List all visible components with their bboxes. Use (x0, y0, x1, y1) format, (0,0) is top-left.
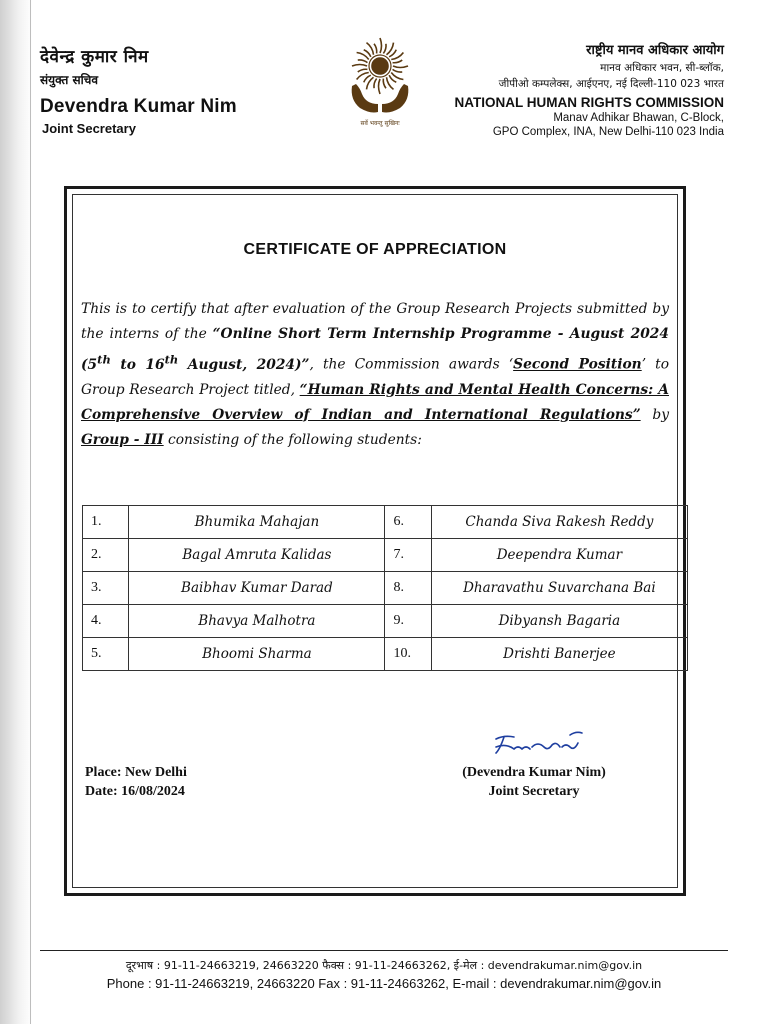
sender-name-hindi: देवेन्द्र कुमार निम (40, 47, 149, 67)
org-name-hindi: राष्ट्रीय मानव अधिकार आयोग (586, 43, 724, 58)
certificate-frame (64, 186, 686, 896)
sender-name: Devendra Kumar Nim (40, 96, 237, 117)
body-awards: , the Commission awards ‘ (309, 356, 514, 373)
student-name: Chanda Siva Rakesh Reddy (431, 506, 687, 539)
sender-title: Joint Secretary (42, 121, 136, 136)
org-address-2: GPO Complex, INA, New Delhi-110 023 India (492, 126, 724, 138)
project-title: “Human Rights and Mental Health Concerns: A Comprehensive Overview of Indian and International Regulations” (81, 381, 669, 423)
student-name: Drishti Banerjee (431, 638, 687, 671)
footer-contact: Phone : 91-11-24663219, 24663220 Fax : 91-11-24663262, E-mail : devendrakumar.nim@gov.in (106, 976, 662, 991)
signatory-title: Joint Secretary (488, 784, 580, 799)
student-name: Bhoomi Sharma (129, 638, 385, 671)
footer-contact-hindi: दूरभाष : 91-11-24663219, 24663220 फैक्स : 91-11-24663262, ई-मेल : devendrakumar.nim@gov.in (125, 959, 643, 972)
student-name: Deependra Kumar (431, 539, 687, 572)
student-number: 5. (83, 638, 129, 671)
table-row (83, 572, 688, 605)
organization-block (424, 40, 724, 138)
nhrc-sun-hands-emblem-icon (344, 36, 416, 128)
group-name: Group - III (81, 431, 164, 448)
handwritten-signature (474, 725, 594, 761)
org-name: NATIONAL HUMAN RIGHTS COMMISSION (454, 95, 724, 110)
table-row (83, 638, 688, 671)
sender-title-hindi: संयुक्त सचिव (40, 73, 99, 87)
student-number: 6. (385, 506, 431, 539)
programme-to: to 16 (110, 356, 165, 373)
place-date-block (85, 763, 187, 801)
table-row (83, 506, 688, 539)
award-position: Second Position (513, 356, 642, 373)
student-number: 1. (83, 506, 129, 539)
body-intro: This is to certify that after evaluation of the Group Research Projects submitted by the interns of the (81, 301, 669, 342)
place: Place: New Delhi (85, 765, 187, 780)
student-name: Baibhav Kumar Darad (129, 572, 385, 605)
student-name: Dharavathu Suvarchana Bai (431, 572, 687, 605)
org-address-hindi-1: मानव अधिकार भवन, सी-ब्लॉक, (600, 62, 724, 74)
certificate-body (81, 297, 669, 453)
signature-block (429, 725, 639, 801)
student-number: 9. (385, 605, 431, 638)
scan-page-edge (0, 0, 32, 1024)
signatory-name: (Devendra Kumar Nim) (462, 765, 606, 780)
programme-title: “Online Short Term Internship Programme - August 2024 (5 (81, 326, 669, 373)
student-number: 4. (83, 605, 129, 638)
emblem-motto: सर्वे भवन्तु सुखिनः (360, 120, 400, 127)
student-name: Dibyansh Bagaria (431, 605, 687, 638)
table-row (83, 539, 688, 572)
student-name: Bhumika Mahajan (129, 506, 385, 539)
body-project-intro: ’ to Group Research Project titled, (81, 356, 670, 398)
certificate-title: CERTIFICATE OF APPRECIATION (243, 241, 507, 258)
students-table (82, 505, 688, 671)
org-address-hindi-2: जीपीओ कम्पलेक्स, आईएनए, नई दिल्ली-110 023 भारत (498, 78, 724, 90)
student-number: 8. (385, 572, 431, 605)
student-number: 10. (385, 638, 431, 671)
org-address-1: Manav Adhikar Bhawan, C-Block, (553, 112, 724, 124)
footer-divider (40, 950, 728, 951)
student-number: 2. (83, 539, 129, 572)
ordinal-suffix-2: th (164, 352, 179, 366)
student-number: 3. (83, 572, 129, 605)
table-row (83, 605, 688, 638)
date: Date: 16/08/2024 (85, 784, 185, 799)
sender-block (40, 44, 237, 136)
body-by: by (640, 406, 669, 423)
scan-page-fold (30, 0, 31, 1024)
body-closing: consisting of the following students: (163, 431, 422, 448)
programme-dates-end: August, 2024)” (178, 356, 310, 373)
student-number: 7. (385, 539, 431, 572)
ordinal-suffix-1: th (97, 352, 111, 366)
student-name: Bhavya Malhotra (129, 605, 385, 638)
student-name: Bagal Amruta Kalidas (129, 539, 385, 572)
